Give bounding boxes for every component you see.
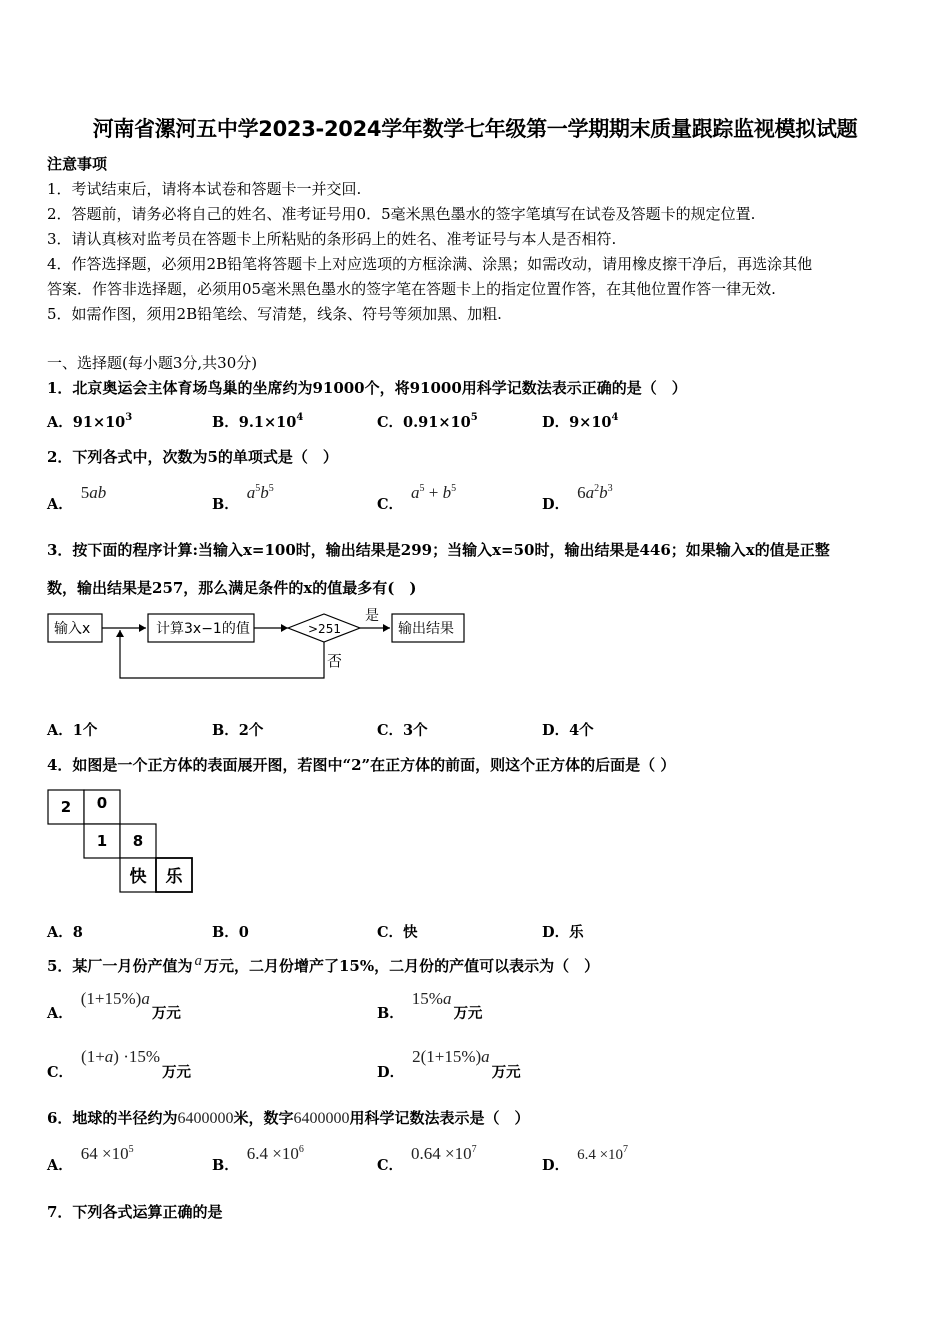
flow-compute-label: 计算3x−1的值 [156, 621, 250, 637]
q6-option-a[interactable]: A．$64 \times 10^5$ [47, 1144, 134, 1174]
cube-net [44, 786, 199, 898]
notice-item: 2．答题前，请务必将自己的姓名、准考证号用0．5毫米黑色墨水的签字笔填写在试卷及答题卡的规定位置. [47, 205, 756, 223]
q1-option-a[interactable]: A．$91\times 10^3$ [47, 412, 133, 431]
net-label: 快 [129, 867, 147, 887]
notice-item: 5．如需作图，须用2B铅笔绘、写清楚，线条、符号等须加黑、加粗. [47, 305, 502, 323]
flow-no-label: 否 [327, 652, 343, 670]
q6-option-b[interactable]: B．$6.4 \times 10^6$ [212, 1144, 304, 1174]
notice-item: 4．作答选择题，必须用2B铅笔将答题卡上对应选项的方框涂满、涂黑；如需改动，请用橡皮擦干净后，再选涂其他 [47, 255, 813, 273]
q3-option-a[interactable]: A．1个 [47, 722, 98, 739]
notice-heading: 注意事项 [47, 155, 108, 173]
flow-decision-label: >251 [308, 622, 341, 636]
net-label: 乐 [165, 867, 183, 887]
question-1: 1．北京奥运会主体育场鸟巢的坐席约为91000个，将91000用科学记数法表示正确的是（ ） [47, 379, 687, 397]
q4-option-a[interactable]: A．8 [47, 924, 83, 941]
question-6: 6．地球的半径约为6400000米，数字6400000用科学记数法表示是（ ） [47, 1109, 530, 1127]
q4-option-d[interactable]: D．乐 [542, 924, 584, 941]
question-7: 7．下列各式运算正确的是 [47, 1203, 223, 1221]
net-label: 1 [96, 832, 108, 850]
q1-option-d[interactable]: D．$9\times 10^4$ [542, 412, 619, 431]
question-5: 5．某厂一月份产值为 a 万元，二月份增产了15%，二月份的产值可以表示为（ ） [47, 953, 600, 975]
q4-option-b[interactable]: B．0 [212, 924, 249, 941]
q3-option-c[interactable]: C．3个 [377, 722, 428, 739]
q1-option-b[interactable]: B．$9.1\times 10^4$ [212, 412, 304, 431]
q3-option-b[interactable]: B．2个 [212, 722, 264, 739]
q5-option-b[interactable]: B．15%a万元 [377, 989, 483, 1022]
question-2: 2．下列各式中，次数为5的单项式是（ ） [47, 448, 338, 466]
section-heading: 一、选择题(每小题3分,共30分) [47, 354, 258, 372]
flow-output-label: 输出结果 [398, 621, 454, 637]
q2-option-d[interactable]: D．$6a^2b^3$ [542, 483, 613, 513]
flowchart [40, 602, 480, 687]
q2-option-b[interactable]: B．$a^5b^5$ [212, 483, 274, 513]
arrow-icon [139, 624, 146, 632]
question-4: 4．如图是一个正方体的表面展开图，若图中“2”在正方体的前面，则这个正方体的后面是（ ） [47, 756, 676, 774]
net-label: 2 [60, 798, 72, 816]
notice-item: 答案．作答非选择题，必须用05毫米黑色墨水的签字笔在答题卡上的指定位置作答，在其他位置作答一律无效. [47, 280, 776, 298]
page-title: 河南省漯河五中学2023-2024学年数学七年级第一学期期末质量跟踪监视模拟试题 [92, 117, 858, 141]
q5-option-d[interactable]: D．2(1+15%)a万元 [377, 1047, 521, 1081]
q2-option-a[interactable]: A．5ab [47, 483, 107, 513]
arrow-icon [383, 624, 390, 632]
q1-option-c[interactable]: C．$0.91\times 10^5$ [377, 412, 478, 431]
notice-item: 3．请认真核对监考员在答题卡上所粘贴的条形码上的姓名、准考证号与本人是否相符. [47, 230, 617, 248]
q6-option-d[interactable]: D．$6.4 \times 10^7$ [542, 1144, 629, 1174]
arrow-icon [116, 630, 124, 637]
question-3-line1: 3．按下面的程序计算:当输入x=100时，输出结果是299；当输入x=50时，输出结果是446；如果输入x的值是正整 [47, 541, 830, 559]
flow-input-label: 输入x [54, 621, 91, 637]
q5-option-c[interactable]: C．(1+a) ·15%万元 [47, 1047, 192, 1081]
net-label: 8 [132, 832, 144, 850]
net-label: 0 [96, 794, 108, 812]
q5-option-a[interactable]: A．(1+15%)a万元 [47, 989, 181, 1022]
q4-option-c[interactable]: C．快 [377, 924, 418, 941]
q2-option-c[interactable]: C．$a^5 + b^5$ [377, 483, 457, 513]
notice-item: 1．考试结束后，请将本试卷和答题卡一并交回. [47, 180, 362, 198]
q3-option-d[interactable]: D．4个 [542, 722, 594, 739]
question-3-line2: 数，输出结果是257，那么满足条件的x的值最多有( ) [47, 579, 417, 597]
q6-option-c[interactable]: C．$0.64 \times 10^7$ [377, 1144, 477, 1174]
flow-yes-label: 是 [365, 608, 379, 624]
